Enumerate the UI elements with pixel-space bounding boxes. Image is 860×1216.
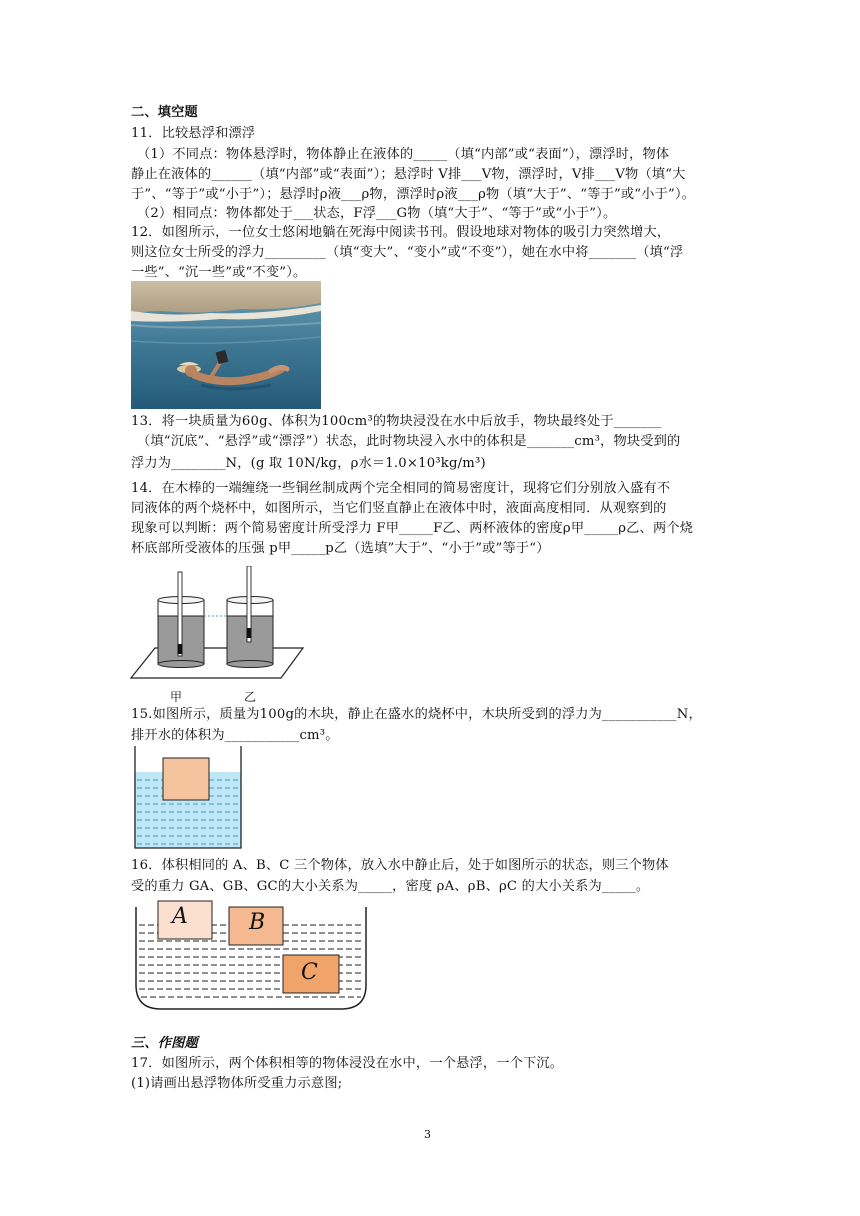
densimeter-beakers-figure — [129, 566, 309, 684]
q16-line-1: 16．体积相同的 A、B、C 三个物体，放入水中静止后，处于如图所示的状态，则三个物体 — [131, 858, 669, 873]
beaker-label-yi: 乙 — [244, 690, 257, 704]
q14-line-3: 现象可以判断：两个简易密度计所受浮力 F甲_____F乙、两杯液体的密度ρ甲_____ρ乙、两个烧 — [131, 521, 694, 536]
dead-sea-photo — [131, 281, 321, 409]
q11-line-3: 于”、“等于”或“小于”）；悬浮时ρ液___ρ物，漂浮时ρ液___ρ物（填“大于”、“等于”或“小于”）。 — [131, 187, 696, 202]
block-label-a: A — [172, 904, 189, 929]
block-label-b: B — [249, 910, 266, 935]
q12-line-1: 12．如图所示，一位女士悠闲地躺在死海中阅读书刊。假设地球对物体的吸引力突然增大， — [131, 225, 671, 240]
q15-line-1: 15.如图所示，质量为100g的木块，静止在盛水的烧杯中，木块所受到的浮力为___________N， — [131, 707, 702, 722]
q11-line-4: （2）相同点：物体都处于___状态，F浮___G物（填“大于”、“等于”或“小于”）。 — [137, 206, 617, 221]
q12-line-2: 则这位女士所受的浮力_________（填“变大”、“变小”或“不变”），她在水中将_______（填“浮 — [131, 245, 684, 260]
beaker-label-jia: 甲 — [170, 690, 183, 704]
q11-line-2: 静止在液体的______（填“内部”或“表面”）；悬浮时 V排___V物，漂浮时，V排___V物（填“大 — [131, 167, 686, 182]
section-title-fill: 二、填空题 — [131, 105, 198, 120]
page-number: 3 — [424, 1128, 431, 1141]
q12-line-3: 一些”、“沉一些”或“不变”）。 — [131, 265, 307, 280]
q11-title: 11．比较悬浮和漂浮 — [131, 126, 256, 141]
q14-line-2: 同液体的两个烧杯中，如图所示，当它们竖直静止在液体中时，液面高度相同．从观察到的 — [131, 501, 667, 516]
q14-line-1: 14．在木棒的一端缠绕一些铜丝制成两个完全相同的简易密度计，现将它们分别放入盛有不 — [131, 481, 671, 496]
q15-line-2: 排开水的体积为___________cm³。 — [131, 728, 339, 743]
q13-line-1: 13．将一块质量为60g、体积为100cm³的物块浸没在水中后放手，物块最终处于_______ — [131, 414, 662, 429]
q16-line-2: 受的重力 GA、GB、GC的大小关系为_____，密度 ρA、ρB、ρC 的大小关系为_____。 — [131, 879, 650, 894]
q14-line-4: 杯底部所受液体的压强 p甲_____p乙（选填”大于”、“小于”或”等于“） — [131, 541, 550, 556]
q13-line-2: （填“沉底”、“悬浮”或“漂浮”）状态，此时物块浸入水中的体积是_______cm³，物块受到的 — [137, 434, 681, 449]
block-label-c: C — [301, 960, 319, 985]
q17-line-2: (1)请画出悬浮物体所受重力示意图; — [131, 1076, 343, 1091]
q13-line-3: 浮力为________N，(g 取 10N/kg，ρ水＝1.0×10³kg/m³) — [131, 456, 486, 471]
section-title-draw: 三、作图题 — [131, 1036, 198, 1051]
q11-line-1: （1）不同点：物体悬浮时，物体静止在液体的_____（填“内部”或“表面”），漂浮时，物体 — [137, 147, 670, 162]
q17-line-1: 17．如图所示，两个体积相等的物体浸没在水中，一个悬浮，一个下沉。 — [131, 1056, 564, 1071]
wood-block-beaker-figure — [133, 746, 245, 850]
